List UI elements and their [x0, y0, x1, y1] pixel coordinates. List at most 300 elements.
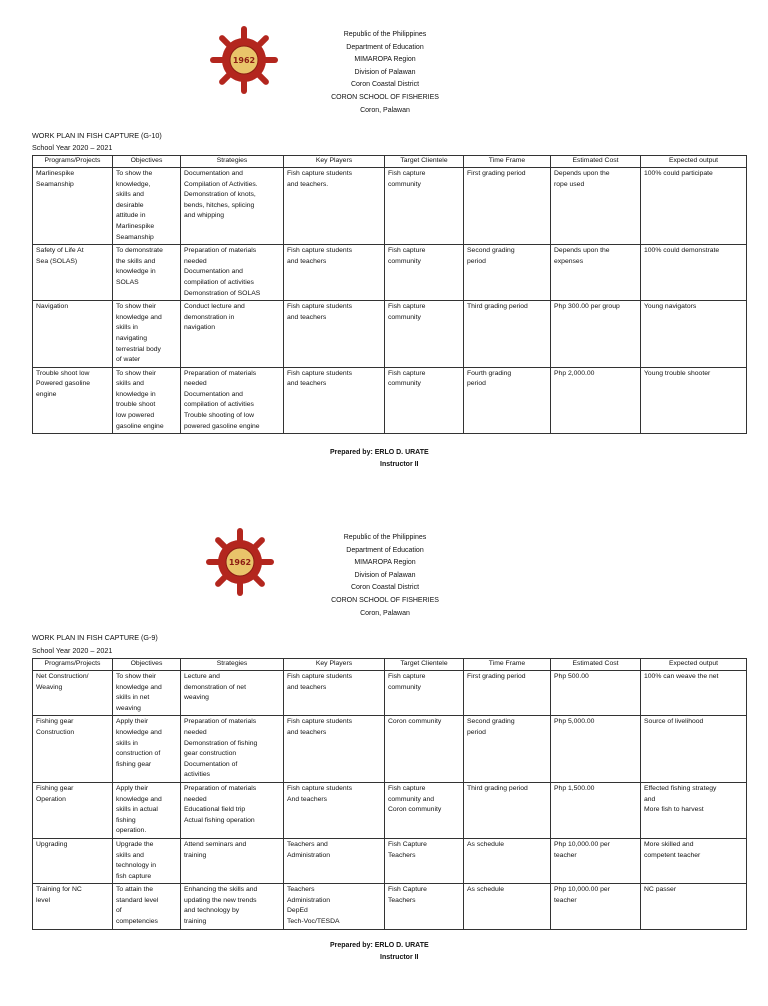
- cell-line: skills in net: [116, 694, 150, 702]
- target-clientele-cell: [385, 367, 464, 434]
- cell-line: Preparation of materials: [184, 718, 257, 726]
- table-row: [33, 884, 747, 929]
- cell-line: Demonstration of SOLAS: [184, 289, 261, 297]
- time-frame-cell: [464, 838, 551, 883]
- expected-output-cell: [641, 838, 747, 883]
- cell-line: As schedule: [467, 886, 505, 894]
- cell-line: Fishing gear: [36, 784, 74, 792]
- cell-line: technology in: [116, 862, 157, 870]
- table-row: [33, 301, 747, 368]
- cell-line: Tech-Voc/TESDA: [287, 918, 340, 926]
- cell-line: skills in: [116, 739, 138, 747]
- objectives-cell: [113, 838, 181, 883]
- work-plan-table: [32, 658, 747, 930]
- cell-line: knowledge and: [116, 728, 162, 736]
- strategies-cell: [181, 782, 284, 838]
- cell-line: weaving: [116, 704, 141, 712]
- cell-line: needed: [184, 728, 207, 736]
- school-year: School Year 2020 – 2021: [32, 646, 113, 655]
- column-header: Expected output: [641, 156, 747, 168]
- cell-line: Young navigators: [644, 303, 697, 311]
- cell-line: DepEd: [287, 907, 308, 915]
- cell-line: Administration: [287, 896, 331, 904]
- column-header: Strategies: [181, 659, 284, 671]
- expected-output-cell: [641, 884, 747, 929]
- cell-line: Fish capture: [388, 303, 426, 311]
- cell-line: and teachers: [287, 313, 327, 321]
- cell-line: 100% could participate: [644, 170, 713, 177]
- cell-line: Weaving: [36, 683, 63, 691]
- cell-line: powered gasoline engine: [184, 422, 260, 430]
- seal-year: 1962: [232, 56, 256, 65]
- program-cell: [33, 245, 113, 301]
- cell-line: community: [388, 257, 421, 265]
- cell-line: community: [388, 180, 421, 188]
- letterhead: [290, 29, 480, 117]
- program-cell: [33, 301, 113, 368]
- time-frame-cell: [464, 782, 551, 838]
- cell-line: Seamanship: [116, 233, 154, 241]
- time-frame-cell: [464, 671, 551, 716]
- cell-line: navigation: [184, 324, 215, 332]
- cell-line: needed: [184, 380, 207, 388]
- cell-line: Third grading period: [467, 303, 528, 311]
- cell-line: NC passer: [644, 886, 677, 894]
- cell-line: 100% can weave the net: [644, 673, 719, 680]
- expected-output-cell: [641, 671, 747, 716]
- letterhead-line: Division of Palawan: [354, 68, 416, 76]
- letterhead-line: MIMAROPA Region: [354, 56, 416, 64]
- table-row: [33, 245, 747, 301]
- cell-line: Second grading: [467, 247, 515, 255]
- table-row: [33, 168, 747, 245]
- cell-line: low powered: [116, 412, 155, 420]
- cell-line: Php 300.00 per group: [554, 303, 620, 311]
- target-clientele-cell: [385, 716, 464, 783]
- cell-line: 100% could demonstrate: [644, 247, 720, 255]
- cell-line: Operation: [36, 795, 66, 803]
- target-clientele-cell: [385, 782, 464, 838]
- strategies-cell: [181, 301, 284, 368]
- strategies-cell: [181, 168, 284, 245]
- cell-line: level: [36, 896, 50, 904]
- expected-output-cell: [641, 782, 747, 838]
- time-frame-cell: [464, 367, 551, 434]
- letterhead-line: Division of Palawan: [354, 571, 416, 579]
- time-frame-cell: [464, 245, 551, 301]
- strategies-cell: [181, 245, 284, 301]
- cell-line: competencies: [116, 918, 158, 926]
- column-header: Key Players: [284, 659, 385, 671]
- cell-line: Powered gasoline: [36, 380, 91, 388]
- cell-line: Fish Capture: [388, 886, 427, 894]
- cell-line: gear construction: [184, 750, 237, 758]
- letterhead-line: CORON SCHOOL OF FISHERIES: [331, 93, 439, 101]
- cell-line: Conduct lecture and: [184, 303, 245, 311]
- cell-line: Actual fishing operation: [184, 816, 255, 824]
- cell-line: expenses: [554, 257, 584, 265]
- key-players-cell: [284, 245, 385, 301]
- key-players-cell: [284, 671, 385, 716]
- cell-line: Second grading: [467, 718, 515, 726]
- estimated-cost-cell: [551, 168, 641, 245]
- cell-line: community and: [388, 795, 435, 803]
- target-clientele-cell: [385, 671, 464, 716]
- cell-line: Documentation and: [184, 268, 243, 276]
- cell-line: Fish capture: [388, 170, 426, 177]
- cell-line: Seamanship: [36, 180, 74, 188]
- cell-line: skills in actual: [116, 806, 158, 814]
- objectives-cell: [113, 716, 181, 783]
- estimated-cost-cell: [551, 367, 641, 434]
- objectives-cell: [113, 671, 181, 716]
- prepared-by: Prepared by: ERLO D. URATE: [330, 942, 429, 949]
- cell-line: Depends upon the: [554, 247, 610, 255]
- objectives-cell: [113, 782, 181, 838]
- cell-line: navigating: [116, 334, 147, 342]
- cell-line: Fourth grading: [467, 369, 512, 377]
- cell-line: teacher: [554, 896, 577, 904]
- cell-line: First grading period: [467, 170, 526, 177]
- letterhead-line: Coron, Palawan: [360, 609, 410, 617]
- expected-output-cell: [641, 168, 747, 245]
- time-frame-cell: [464, 716, 551, 783]
- cell-line: Preparation of materials: [184, 784, 257, 792]
- cell-line: Documentation and: [184, 390, 243, 398]
- estimated-cost-cell: [551, 716, 641, 783]
- estimated-cost-cell: [551, 245, 641, 301]
- letterhead-line: Department of Education: [346, 43, 424, 51]
- column-header: Programs/Projects: [33, 156, 113, 168]
- key-players-cell: [284, 838, 385, 883]
- cell-line: Fish Capture: [388, 840, 427, 848]
- cell-line: knowledge in: [116, 268, 156, 276]
- cell-line: period: [467, 728, 486, 736]
- cell-line: Trouble shoot low: [36, 369, 90, 377]
- cell-line: Php 10,000.00 per: [554, 840, 610, 848]
- cell-line: Teachers and: [287, 840, 328, 848]
- school-year: School Year 2020 – 2021: [32, 143, 113, 152]
- program-cell: [33, 884, 113, 929]
- cell-line: and: [644, 795, 656, 803]
- cell-line: fish capture: [116, 872, 152, 880]
- cell-line: More fish to harvest: [644, 806, 704, 814]
- target-clientele-cell: [385, 301, 464, 368]
- header-row: [33, 156, 747, 168]
- cell-line: Net Construction/: [36, 673, 89, 680]
- cell-line: To demonstrate: [116, 247, 163, 255]
- cell-line: Upgrade the: [116, 840, 154, 848]
- target-clientele-cell: [385, 245, 464, 301]
- cell-line: Attend seminars and: [184, 840, 247, 848]
- cell-line: Php 10,000.00 per: [554, 886, 610, 894]
- program-cell: [33, 838, 113, 883]
- cell-line: trouble shoot: [116, 401, 156, 409]
- cell-line: Fish capture: [388, 673, 426, 680]
- cell-line: Fish capture: [388, 369, 426, 377]
- cell-line: More skilled and: [644, 840, 694, 848]
- column-header: Estimated Cost: [551, 659, 641, 671]
- letterhead: [290, 532, 480, 620]
- objectives-cell: [113, 168, 181, 245]
- column-header: Time Frame: [464, 156, 551, 168]
- table-row: [33, 838, 747, 883]
- letterhead-line: Coron Coastal District: [350, 584, 420, 592]
- strategies-cell: [181, 884, 284, 929]
- strategies-cell: [181, 671, 284, 716]
- cell-line: demonstration in: [184, 313, 235, 321]
- cell-line: Effected fishing strategy: [644, 784, 717, 792]
- key-players-cell: [284, 367, 385, 434]
- cell-line: skills and: [116, 380, 144, 388]
- cell-line: and teachers: [287, 728, 327, 736]
- cell-line: updating the new trends: [184, 896, 257, 904]
- cell-line: fishing: [116, 816, 136, 824]
- cell-line: Navigation: [36, 303, 69, 311]
- school-seal-icon: [208, 24, 280, 96]
- cell-line: competent teacher: [644, 851, 701, 859]
- letterhead-line: Department of Education: [346, 546, 424, 554]
- cell-line: training: [184, 851, 207, 859]
- cell-line: fishing gear: [116, 760, 152, 768]
- target-clientele-cell: [385, 838, 464, 883]
- expected-output-cell: [641, 716, 747, 783]
- expected-output-cell: [641, 367, 747, 434]
- cell-line: Preparation of materials: [184, 369, 257, 377]
- cell-line: SOLAS: [116, 278, 139, 286]
- prepared-by-block: [330, 940, 429, 964]
- cell-line: period: [467, 380, 486, 388]
- cell-line: standard level: [116, 896, 159, 904]
- column-header: Target Clientele: [385, 156, 464, 168]
- cell-line: knowledge and: [116, 683, 162, 691]
- cell-line: Fish capture students: [287, 718, 352, 726]
- cell-line: To show their: [116, 369, 157, 377]
- cell-line: Preparation of materials: [184, 247, 257, 255]
- work-plan-table: [32, 155, 747, 434]
- column-header: Strategies: [181, 156, 284, 168]
- objectives-cell: [113, 367, 181, 434]
- cell-line: skills in: [116, 324, 138, 332]
- cell-line: compilation of activities: [184, 278, 254, 286]
- program-cell: [33, 782, 113, 838]
- cell-line: To show their: [116, 673, 157, 680]
- cell-line: Young trouble shooter: [644, 369, 711, 377]
- cell-line: Coron community: [388, 718, 442, 726]
- target-clientele-cell: [385, 884, 464, 929]
- objectives-cell: [113, 884, 181, 929]
- time-frame-cell: [464, 301, 551, 368]
- key-players-cell: [284, 782, 385, 838]
- expected-output-cell: [641, 301, 747, 368]
- program-cell: [33, 671, 113, 716]
- cell-line: Coron community: [388, 806, 442, 814]
- letterhead-line: Coron, Palawan: [360, 106, 410, 114]
- plan-title: WORK PLAN IN FISH CAPTURE (G-9): [32, 633, 158, 642]
- cell-line: Source of livelihood: [644, 718, 704, 726]
- strategies-cell: [181, 367, 284, 434]
- cell-line: attitude in: [116, 212, 146, 220]
- cell-line: Demonstration of knots,: [184, 191, 256, 199]
- cell-line: the skills and: [116, 257, 156, 265]
- cell-line: Documentation of: [184, 760, 238, 768]
- cell-line: terrestrial body: [116, 345, 161, 353]
- cell-line: Compilation of Activities.: [184, 180, 258, 188]
- letterhead-line: Republic of the Philippines: [343, 31, 427, 38]
- cell-line: Third grading period: [467, 784, 528, 792]
- cell-line: knowledge,: [116, 180, 151, 188]
- program-cell: [33, 367, 113, 434]
- column-header: Estimated Cost: [551, 156, 641, 168]
- column-header: Key Players: [284, 156, 385, 168]
- preparer-position: Instructor II: [380, 461, 419, 468]
- key-players-cell: [284, 168, 385, 245]
- cell-line: Marlinespike: [36, 170, 75, 177]
- cell-line: weaving: [184, 694, 209, 702]
- cell-line: desirable: [116, 201, 144, 209]
- cell-line: and teachers: [287, 257, 327, 265]
- cell-line: teacher: [554, 851, 577, 859]
- cell-line: knowledge and: [116, 795, 162, 803]
- cell-line: Educational field trip: [184, 806, 246, 814]
- column-header: Target Clientele: [385, 659, 464, 671]
- cell-line: Teachers: [388, 851, 416, 859]
- estimated-cost-cell: [551, 884, 641, 929]
- cell-line: demonstration of net: [184, 683, 246, 691]
- cell-line: Fish capture: [388, 247, 426, 255]
- cell-line: Lecture and: [184, 673, 220, 680]
- estimated-cost-cell: [551, 671, 641, 716]
- column-header: Objectives: [113, 659, 181, 671]
- plan-title: WORK PLAN IN FISH CAPTURE (G-10): [32, 131, 162, 140]
- cell-line: bends, hitches, splicing: [184, 201, 255, 209]
- school-seal-icon: [204, 526, 276, 598]
- cell-line: Depends upon the: [554, 170, 610, 177]
- strategies-cell: [181, 838, 284, 883]
- letterhead-line: MIMAROPA Region: [354, 559, 416, 567]
- cell-line: community: [388, 683, 421, 691]
- cell-line: community: [388, 380, 421, 388]
- strategies-cell: [181, 716, 284, 783]
- cell-line: To show the: [116, 170, 153, 177]
- cell-line: training: [184, 918, 207, 926]
- cell-line: Teachers: [287, 886, 315, 894]
- cell-line: Fish capture: [388, 784, 426, 792]
- key-players-cell: [284, 884, 385, 929]
- cell-line: Safety of Life At: [36, 247, 84, 255]
- cell-line: knowledge in: [116, 390, 156, 398]
- cell-line: Administration: [287, 851, 331, 859]
- cell-line: Fish capture students: [287, 247, 352, 255]
- cell-line: Construction: [36, 728, 75, 736]
- cell-line: operation.: [116, 827, 147, 835]
- cell-line: Fish capture students: [287, 170, 352, 177]
- cell-line: First grading period: [467, 673, 526, 680]
- cell-line: Php 500.00: [554, 673, 589, 680]
- cell-line: gasoline engine: [116, 422, 164, 430]
- column-header: Objectives: [113, 156, 181, 168]
- program-cell: [33, 716, 113, 783]
- table-row: [33, 367, 747, 434]
- prepared-by-block: [330, 447, 429, 471]
- cell-line: Php 1,500.00: [554, 784, 595, 792]
- cell-line: needed: [184, 257, 207, 265]
- cell-line: Training for NC: [36, 886, 82, 894]
- letterhead-line: CORON SCHOOL OF FISHERIES: [331, 596, 439, 604]
- objectives-cell: [113, 245, 181, 301]
- cell-line: Sea (SOLAS): [36, 257, 78, 265]
- table-row: [33, 782, 747, 838]
- letterhead-line: Coron Coastal District: [350, 81, 420, 89]
- cell-line: and whipping: [184, 212, 225, 220]
- column-header: Programs/Projects: [33, 659, 113, 671]
- cell-line: construction of: [116, 750, 161, 758]
- cell-line: Php 2,000.00: [554, 369, 595, 377]
- key-players-cell: [284, 716, 385, 783]
- cell-line: Fishing gear: [36, 718, 74, 726]
- cell-line: And teachers: [287, 795, 328, 803]
- cell-line: Fish capture students: [287, 784, 352, 792]
- cell-line: Fish capture students: [287, 369, 352, 377]
- time-frame-cell: [464, 168, 551, 245]
- cell-line: To show their: [116, 303, 157, 311]
- program-cell: [33, 168, 113, 245]
- cell-line: activities: [184, 771, 211, 779]
- cell-line: Documentation and: [184, 170, 243, 177]
- cell-line: and teachers: [287, 380, 327, 388]
- cell-line: needed: [184, 795, 207, 803]
- cell-line: Upgrading: [36, 840, 68, 848]
- cell-line: As schedule: [467, 840, 505, 848]
- cell-line: Enhancing the skills and: [184, 886, 258, 894]
- prepared-by: Prepared by: ERLO D. URATE: [330, 449, 429, 456]
- column-header: Expected output: [641, 659, 747, 671]
- preparer-position: Instructor II: [380, 954, 419, 961]
- cell-line: Fish capture students: [287, 303, 352, 311]
- cell-line: knowledge and: [116, 313, 162, 321]
- objectives-cell: [113, 301, 181, 368]
- key-players-cell: [284, 301, 385, 368]
- cell-line: and teachers: [287, 683, 327, 691]
- cell-line: and teachers.: [287, 180, 329, 188]
- cell-line: skills and: [116, 851, 144, 859]
- cell-line: Php 5,000.00: [554, 718, 595, 726]
- letterhead-line: Republic of the Philippines: [343, 534, 427, 541]
- cell-line: community: [388, 313, 421, 321]
- table-row: [33, 716, 747, 783]
- cell-line: engine: [36, 390, 57, 398]
- cell-line: compilation of activities: [184, 401, 254, 409]
- estimated-cost-cell: [551, 838, 641, 883]
- column-header: Time Frame: [464, 659, 551, 671]
- table-row: [33, 671, 747, 716]
- expected-output-cell: [641, 245, 747, 301]
- estimated-cost-cell: [551, 782, 641, 838]
- cell-line: rope used: [554, 180, 585, 188]
- seal-year: 1962: [228, 558, 252, 567]
- cell-line: To attain the: [116, 886, 154, 894]
- header-row: [33, 659, 747, 671]
- cell-line: of water: [116, 356, 141, 364]
- estimated-cost-cell: [551, 301, 641, 368]
- target-clientele-cell: [385, 168, 464, 245]
- cell-line: Marlinespike: [116, 222, 155, 230]
- time-frame-cell: [464, 884, 551, 929]
- cell-line: Apply their: [116, 784, 149, 792]
- cell-line: Apply their: [116, 718, 149, 726]
- cell-line: period: [467, 257, 486, 265]
- cell-line: of: [116, 907, 122, 915]
